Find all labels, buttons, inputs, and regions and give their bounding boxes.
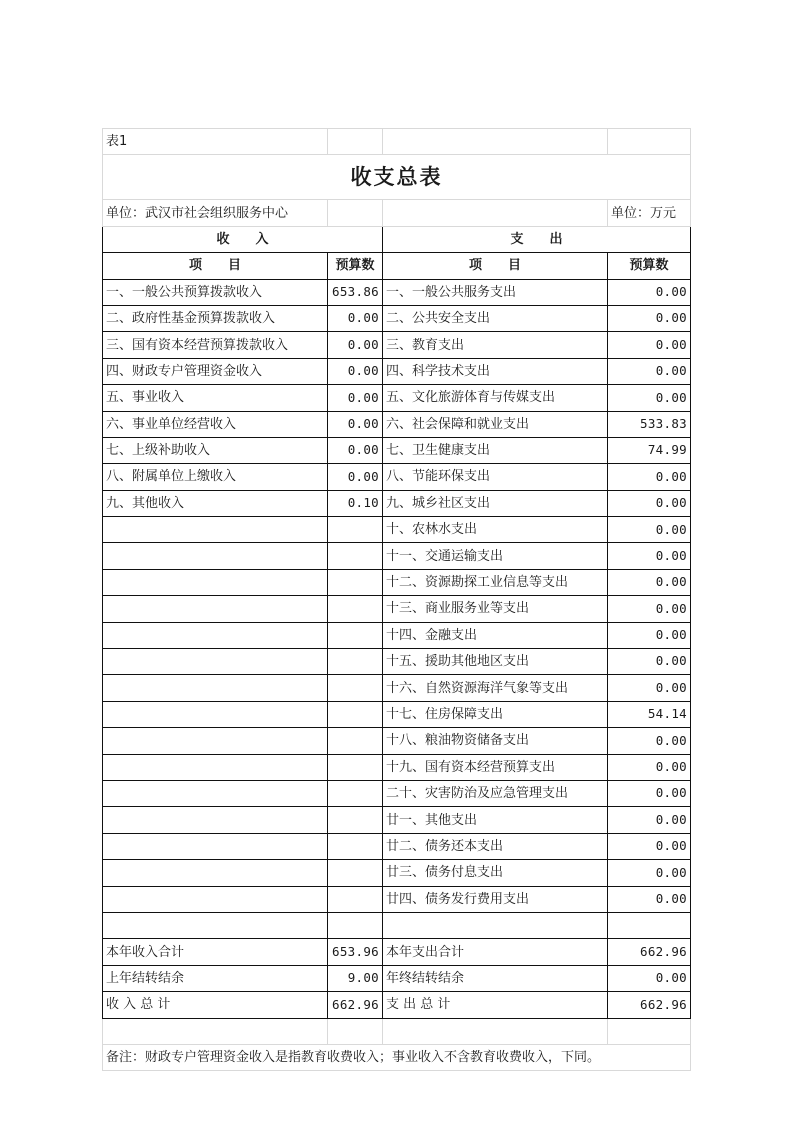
table-row — [103, 780, 691, 806]
income-value-cell — [328, 728, 383, 754]
income-value-cell: 0.00 — [328, 437, 383, 463]
expense-value-cell: 0.00 — [608, 279, 691, 305]
expense-item-cell: 一、一般公共服务支出 — [383, 279, 608, 305]
expense-value-cell: 0.00 — [608, 649, 691, 675]
expense-item-column-header: 项 目 — [383, 253, 608, 279]
expense-item-cell: 五、文化旅游体育与传媒支出 — [383, 385, 608, 411]
expense-value-cell: 0.00 — [608, 332, 691, 358]
expense-value-cell: 0.00 — [608, 965, 691, 991]
income-value-cell — [328, 912, 383, 938]
income-item-cell: 收 入 总 计 — [103, 992, 328, 1018]
expense-value-cell: 54.14 — [608, 701, 691, 727]
table-row — [103, 411, 691, 437]
table-row — [103, 701, 691, 727]
income-item-cell: 八、附属单位上缴收入 — [103, 464, 328, 490]
table-row — [103, 622, 691, 648]
table-row — [103, 833, 691, 859]
table-row — [103, 807, 691, 833]
expense-item-cell: 年终结转结余 — [383, 965, 608, 991]
expense-value-cell: 0.00 — [608, 517, 691, 543]
income-value-cell: 662.96 — [328, 992, 383, 1018]
income-value-cell: 0.00 — [328, 332, 383, 358]
income-value-cell: 0.00 — [328, 411, 383, 437]
income-value-cell — [328, 622, 383, 648]
income-item-cell: 上年结转结余 — [103, 965, 328, 991]
expense-value-cell: 74.99 — [608, 437, 691, 463]
income-item-cell — [103, 886, 328, 912]
income-item-column-header: 项 目 — [103, 253, 328, 279]
expense-value-cell: 0.00 — [608, 490, 691, 516]
table-row — [103, 490, 691, 516]
table-row — [103, 305, 691, 331]
table-title: 收支总表 — [103, 155, 691, 200]
total-row — [103, 992, 691, 1018]
expense-item-cell: 十一、交通运输支出 — [383, 543, 608, 569]
expense-item-cell: 七、卫生健康支出 — [383, 437, 608, 463]
table-row — [103, 860, 691, 886]
table-row — [103, 596, 691, 622]
table-row — [103, 358, 691, 384]
income-value-cell: 0.00 — [328, 385, 383, 411]
expense-value-cell — [608, 912, 691, 938]
income-value-cell — [328, 860, 383, 886]
expense-value-cell: 0.00 — [608, 807, 691, 833]
budget-summary-table — [102, 128, 691, 1071]
expense-value-cell: 0.00 — [608, 780, 691, 806]
expense-header: 支 出 — [383, 226, 691, 252]
income-item-cell — [103, 807, 328, 833]
expense-item-cell: 十九、国有资本经营预算支出 — [383, 754, 608, 780]
expense-budget-column-header: 预算数 — [608, 253, 691, 279]
income-item-cell — [103, 780, 328, 806]
income-item-cell: 本年收入合计 — [103, 939, 328, 965]
expense-item-cell: 十二、资源勘探工业信息等支出 — [383, 569, 608, 595]
income-value-cell — [328, 543, 383, 569]
income-value-cell: 0.00 — [328, 305, 383, 331]
income-budget-column-header: 预算数 — [328, 253, 383, 279]
income-item-cell — [103, 649, 328, 675]
income-item-cell — [103, 754, 328, 780]
expense-value-cell: 0.00 — [608, 754, 691, 780]
income-item-cell: 二、政府性基金预算拨款收入 — [103, 305, 328, 331]
expense-item-cell: 支 出 总 计 — [383, 992, 608, 1018]
income-item-cell: 一、一般公共预算拨款收入 — [103, 279, 328, 305]
expense-value-cell: 0.00 — [608, 385, 691, 411]
income-item-cell: 五、事业收入 — [103, 385, 328, 411]
income-item-cell — [103, 596, 328, 622]
income-item-cell — [103, 569, 328, 595]
expense-item-cell: 十、农林水支出 — [383, 517, 608, 543]
expense-value-cell: 662.96 — [608, 939, 691, 965]
table-row — [103, 464, 691, 490]
expense-value-cell: 0.00 — [608, 543, 691, 569]
expense-item-cell: 二、公共安全支出 — [383, 305, 608, 331]
income-value-cell: 9.00 — [328, 965, 383, 991]
expense-item-cell: 十八、粮油物资储备支出 — [383, 728, 608, 754]
income-item-cell — [103, 517, 328, 543]
expense-item-cell: 八、节能环保支出 — [383, 464, 608, 490]
table-row — [103, 332, 691, 358]
table-number: 表1 — [103, 129, 328, 155]
expense-value-cell: 0.00 — [608, 860, 691, 886]
expense-item-cell: 六、社会保障和就业支出 — [383, 411, 608, 437]
income-item-cell — [103, 675, 328, 701]
income-value-cell — [328, 754, 383, 780]
expense-value-cell: 662.96 — [608, 992, 691, 1018]
table-row — [103, 754, 691, 780]
expense-item-cell: 廿二、债务还本支出 — [383, 833, 608, 859]
spacer-row — [103, 1018, 691, 1044]
income-item-cell — [103, 833, 328, 859]
income-value-cell — [328, 675, 383, 701]
unit-currency: 单位：万元 — [608, 200, 691, 226]
expense-item-cell: 二十、灾害防治及应急管理支出 — [383, 780, 608, 806]
table-row — [103, 649, 691, 675]
table-row — [103, 517, 691, 543]
income-value-cell — [328, 833, 383, 859]
table-row — [103, 543, 691, 569]
total-row — [103, 939, 691, 965]
expense-item-cell: 十四、金融支出 — [383, 622, 608, 648]
income-value-cell — [328, 807, 383, 833]
table-row — [103, 728, 691, 754]
expense-item-cell: 十七、住房保障支出 — [383, 701, 608, 727]
expense-item-cell: 廿一、其他支出 — [383, 807, 608, 833]
unit-organization: 单位：武汉市社会组织服务中心 — [103, 200, 328, 226]
expense-value-cell: 0.00 — [608, 358, 691, 384]
expense-value-cell: 0.00 — [608, 569, 691, 595]
income-value-cell — [328, 649, 383, 675]
expense-value-cell: 0.00 — [608, 464, 691, 490]
income-value-cell — [328, 886, 383, 912]
income-value-cell: 653.86 — [328, 279, 383, 305]
expense-item-cell: 四、科学技术支出 — [383, 358, 608, 384]
expense-value-cell: 0.00 — [608, 596, 691, 622]
expense-value-cell: 0.00 — [608, 305, 691, 331]
income-item-cell — [103, 622, 328, 648]
income-item-cell — [103, 912, 328, 938]
table-row — [103, 437, 691, 463]
expense-item-cell: 十三、商业服务业等支出 — [383, 596, 608, 622]
expense-value-cell: 0.00 — [608, 675, 691, 701]
income-item-cell — [103, 543, 328, 569]
income-item-cell: 四、财政专户管理资金收入 — [103, 358, 328, 384]
income-value-cell — [328, 701, 383, 727]
expense-item-cell: 十六、自然资源海洋气象等支出 — [383, 675, 608, 701]
expense-value-cell: 0.00 — [608, 728, 691, 754]
table-row — [103, 279, 691, 305]
income-item-cell: 三、国有资本经营预算拨款收入 — [103, 332, 328, 358]
income-value-cell — [328, 780, 383, 806]
table-row — [103, 886, 691, 912]
table-row — [103, 675, 691, 701]
income-item-cell: 七、上级补助收入 — [103, 437, 328, 463]
income-value-cell — [328, 596, 383, 622]
table-row — [103, 385, 691, 411]
expense-item-cell: 廿四、债务发行费用支出 — [383, 886, 608, 912]
income-item-cell — [103, 728, 328, 754]
expense-value-cell: 533.83 — [608, 411, 691, 437]
income-item-cell: 九、其他收入 — [103, 490, 328, 516]
expense-value-cell: 0.00 — [608, 886, 691, 912]
expense-item-cell: 九、城乡社区支出 — [383, 490, 608, 516]
income-value-cell — [328, 569, 383, 595]
expense-item-cell: 廿三、债务付息支出 — [383, 860, 608, 886]
total-row — [103, 965, 691, 991]
income-value-cell — [328, 517, 383, 543]
income-item-cell — [103, 701, 328, 727]
income-header: 收 入 — [103, 226, 383, 252]
expense-item-cell: 本年支出合计 — [383, 939, 608, 965]
income-value-cell: 0.00 — [328, 464, 383, 490]
expense-value-cell: 0.00 — [608, 833, 691, 859]
income-value-cell: 653.96 — [328, 939, 383, 965]
income-value-cell: 0.00 — [328, 358, 383, 384]
expense-item-cell — [383, 912, 608, 938]
expense-item-cell: 十五、援助其他地区支出 — [383, 649, 608, 675]
expense-item-cell: 三、教育支出 — [383, 332, 608, 358]
income-item-cell: 六、事业单位经营收入 — [103, 411, 328, 437]
table-row — [103, 569, 691, 595]
footnote: 备注：财政专户管理资金收入是指教育收费收入；事业收入不含教育收费收入，下同。 — [103, 1044, 691, 1070]
table-row — [103, 912, 691, 938]
income-value-cell: 0.10 — [328, 490, 383, 516]
expense-value-cell: 0.00 — [608, 622, 691, 648]
income-item-cell — [103, 860, 328, 886]
